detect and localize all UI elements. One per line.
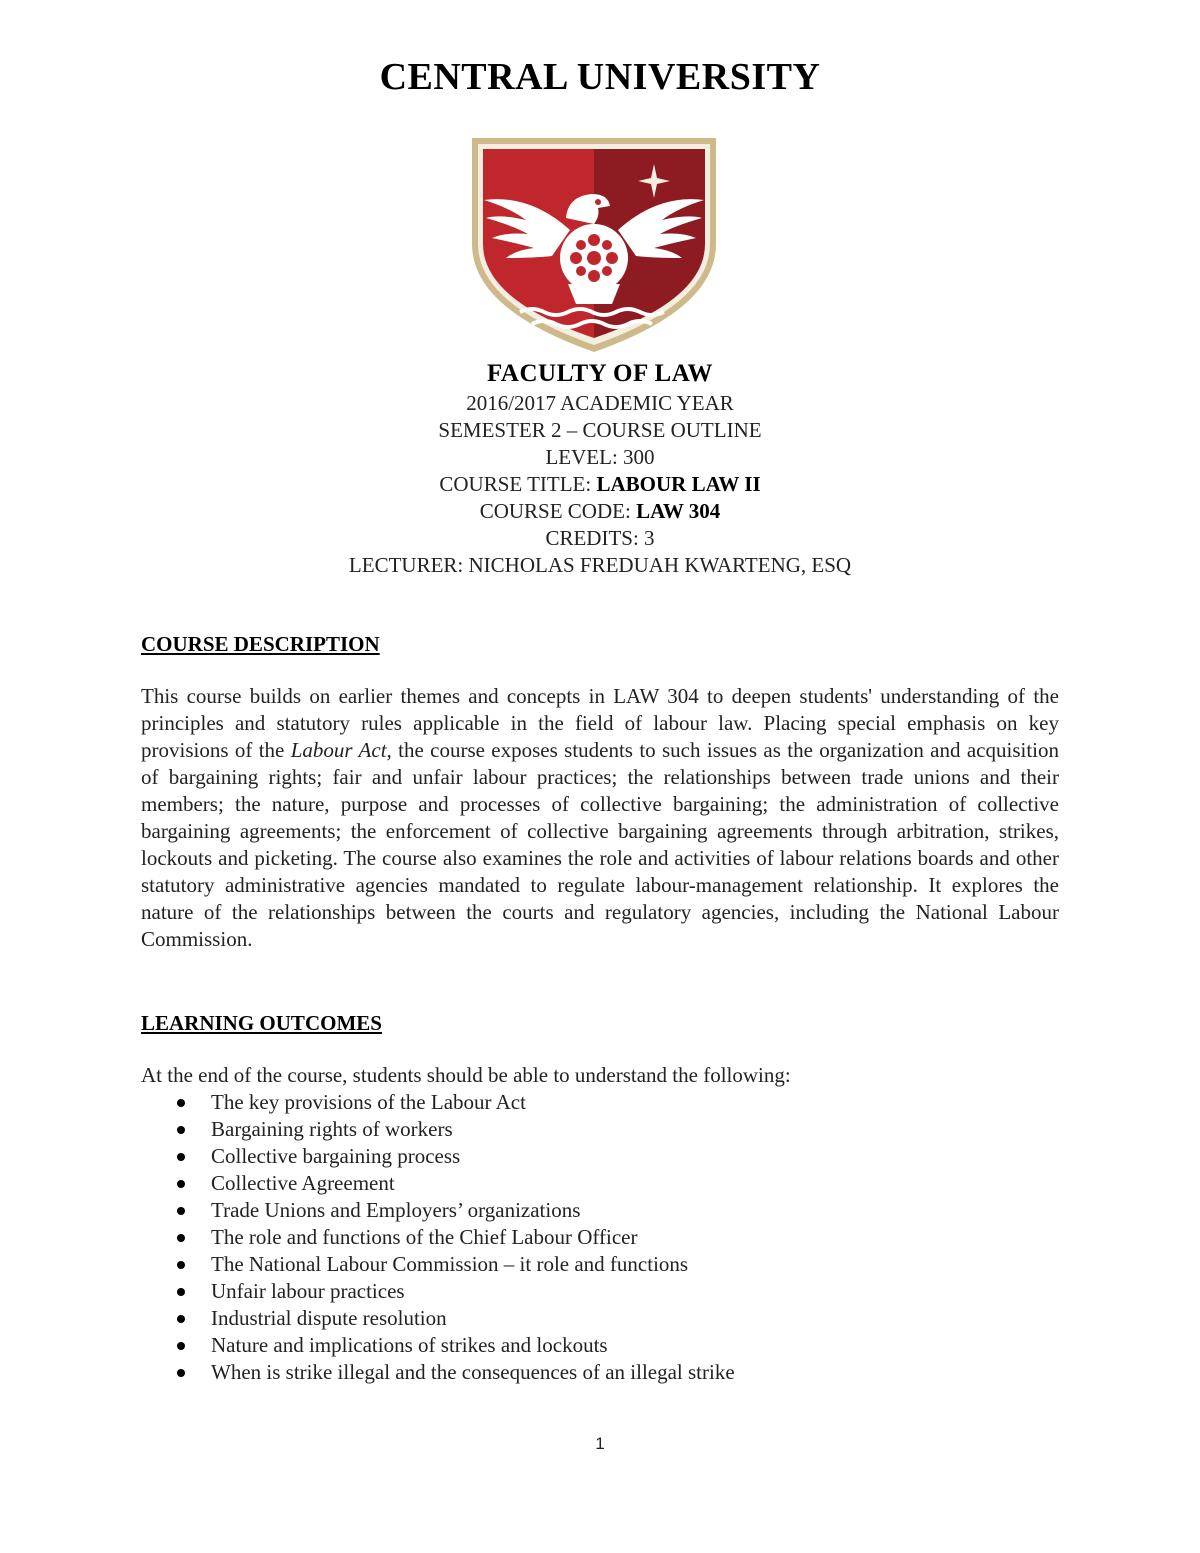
list-item [141, 1089, 1059, 1116]
list-item [141, 1332, 1059, 1359]
list-item [141, 1170, 1059, 1197]
list-item-text: The key provisions of the Labour Act [211, 1090, 526, 1114]
list-item [141, 1278, 1059, 1305]
course-description-heading: COURSE DESCRIPTION [141, 632, 380, 656]
page-number: 1 [595, 1434, 605, 1453]
course-header [0, 358, 1200, 579]
list-item-text: Industrial dispute resolution [211, 1306, 447, 1330]
description-italic-term: Labour Act [290, 738, 387, 762]
learning-outcomes-intro: At the end of the course, students should be able to understand the following: [141, 1063, 791, 1087]
course-description-section [141, 632, 1059, 953]
list-item-text: Collective Agreement [211, 1171, 395, 1195]
credits-line: CREDITS: 3 [545, 526, 655, 550]
university-crest-logo [470, 134, 718, 354]
bullet-icon [177, 1288, 185, 1296]
list-item [141, 1116, 1059, 1143]
description-text-part: , the course exposes students to such issues as the organization and acquisition of bargaining rights; fair and unfair labour practices; the relationships between trade unions and their members; the nature, purpose and processes of collective bargaining; the administration of collective bargaining agreements; the enforcement of collective bargaining agreements through arbitration, strikes, lockouts and picketing. The course also examines the role and activities of labour relations boards and other statutory administrative agencies mandated to regulate labour-management relationship. It explores the nature of the relationships between the courts and regulatory agencies, including the National Labour Commission. [141, 738, 1059, 951]
bullet-icon [177, 1126, 185, 1134]
list-item-text: The role and functions of the Chief Labour Officer [211, 1225, 638, 1249]
bullet-icon [177, 1315, 185, 1323]
list-item-text: Unfair labour practices [211, 1279, 405, 1303]
bullet-icon [177, 1342, 185, 1350]
university-title: CENTRAL UNIVERSITY [379, 56, 821, 98]
learning-outcomes-section [141, 1011, 1059, 1386]
list-item [141, 1305, 1059, 1332]
list-item-text: The National Labour Commission – it role and functions [211, 1252, 689, 1276]
bullet-icon [177, 1180, 185, 1188]
bullet-icon [177, 1234, 185, 1242]
course-title-line [0, 471, 1200, 498]
bullet-icon [177, 1207, 185, 1215]
list-item-text: When is strike illegal and the consequences of an illegal strike [211, 1360, 735, 1384]
bullet-icon [177, 1261, 185, 1269]
list-item [141, 1359, 1059, 1386]
list-item [141, 1197, 1059, 1224]
list-item-text: Nature and implications of strikes and lockouts [211, 1333, 608, 1357]
list-item [141, 1251, 1059, 1278]
list-item-text: Collective bargaining process [211, 1144, 461, 1168]
semester-line: SEMESTER 2 – COURSE OUTLINE [438, 418, 762, 442]
course-title-label: COURSE TITLE: [439, 472, 597, 496]
faculty-name: FACULTY OF LAW [486, 360, 713, 387]
level-line: LEVEL: 300 [545, 445, 655, 469]
course-code-value: LAW 304 [636, 499, 721, 523]
list-item-text: Bargaining rights of workers [211, 1117, 453, 1141]
lecturer-line: LECTURER: NICHOLAS FREDUAH KWARTENG, ESQ [348, 553, 852, 577]
list-item [141, 1143, 1059, 1170]
course-code-line [0, 498, 1200, 525]
list-item-text: Trade Unions and Employers’ organizations [211, 1198, 581, 1222]
course-title-value: LABOUR LAW II [596, 472, 761, 496]
bullet-icon [177, 1099, 185, 1107]
description-text-part: This course builds on earlier themes and concepts in LAW 304 to deepen students' understanding of the principles and statutory rules applicable in the field of labour law. Placing special emphasis on key provisions of the [141, 684, 1059, 762]
course-code-label: COURSE CODE: [479, 499, 637, 523]
academic-year: 2016/2017 ACADEMIC YEAR [466, 391, 734, 415]
course-description-text [141, 683, 1059, 953]
learning-outcomes-heading: LEARNING OUTCOMES [141, 1011, 382, 1035]
list-item [141, 1224, 1059, 1251]
bullet-icon [177, 1153, 185, 1161]
learning-outcomes-list [141, 1089, 1059, 1386]
bullet-icon [177, 1369, 185, 1377]
